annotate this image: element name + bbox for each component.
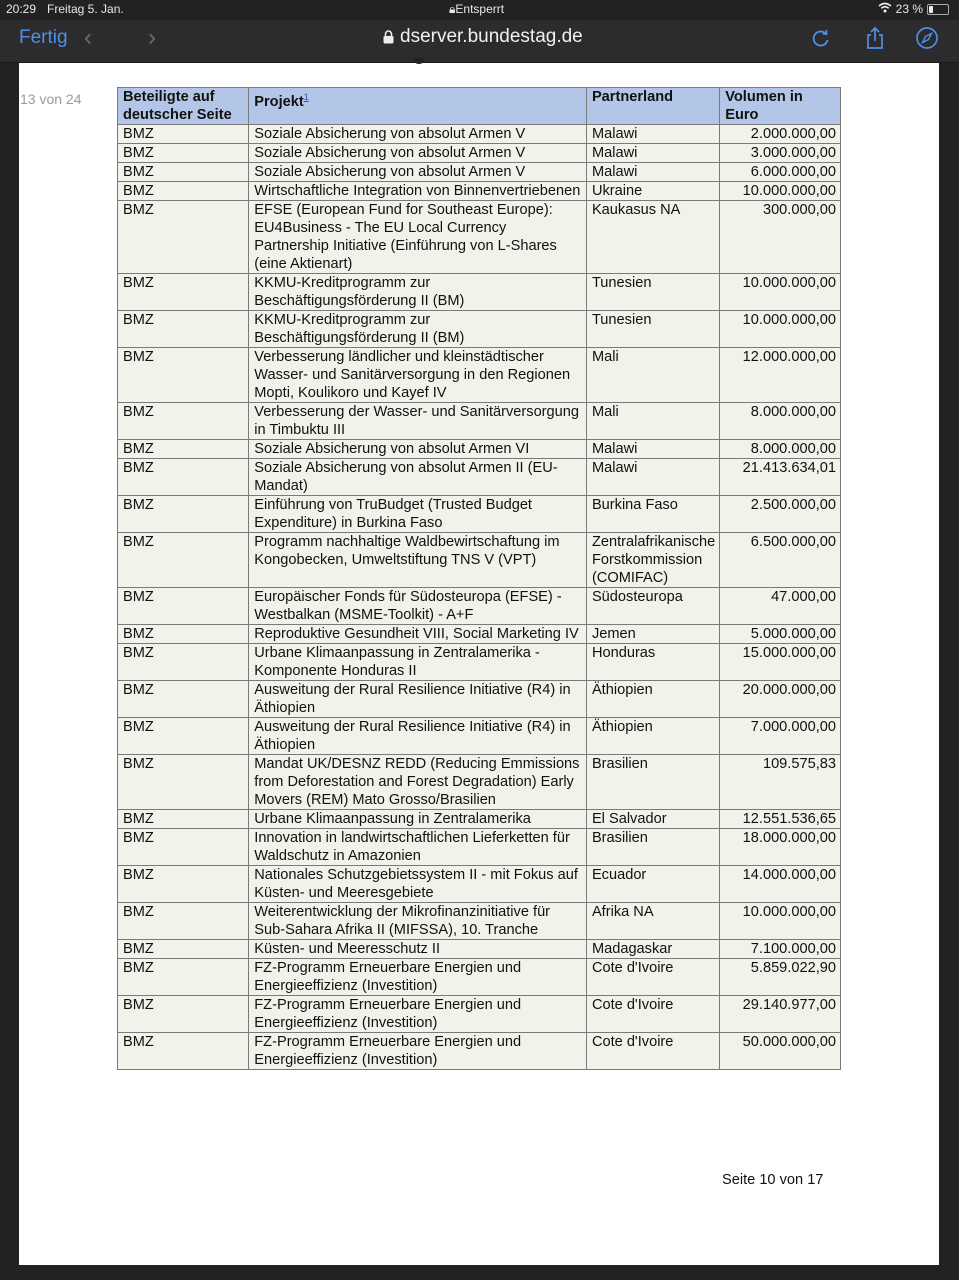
lock-status	[449, 2, 504, 17]
cell-project: Mandat UK/DESNZ REDD (Reducing Emmissions from Deforestation and Forest Degradation) Early Movers (REM) Mato Grosso/Brasilien	[249, 755, 587, 810]
cell-country: Burkina Faso	[586, 496, 719, 533]
cell-party: BMZ	[118, 496, 249, 533]
cell-volume: 12.000.000,00	[720, 348, 841, 403]
url-text: dserver.bundestag.de	[400, 26, 583, 47]
cell-project: KKMU-Kreditprogramm zur Beschäftigungsförderung II (BM)	[249, 311, 587, 348]
cell-volume: 29.140.977,00	[720, 996, 841, 1033]
table-row	[118, 274, 841, 311]
chevron-right-icon[interactable]: ›	[148, 24, 156, 51]
status-time: 20:29	[6, 2, 37, 16]
cell-volume: 6.000.000,00	[720, 163, 841, 182]
table-row	[118, 996, 841, 1033]
header-country: Partnerland	[586, 88, 719, 125]
table-row	[118, 625, 841, 644]
cell-project: Urbane Klimaanpassung in Zentralamerika - Komponente Honduras II	[249, 644, 587, 681]
cell-volume: 8.000.000,00	[720, 440, 841, 459]
table-row	[118, 440, 841, 459]
cell-party: BMZ	[118, 681, 249, 718]
table-row	[118, 496, 841, 533]
cell-country: Honduras	[586, 644, 719, 681]
cell-volume: 10.000.000,00	[720, 903, 841, 940]
cell-volume: 12.551.536,65	[720, 810, 841, 829]
cell-project: Ausweitung der Rural Resilience Initiative (R4) in Äthiopien	[249, 681, 587, 718]
cell-party: BMZ	[118, 866, 249, 903]
cell-country: Tunesien	[586, 274, 719, 311]
table-row	[118, 403, 841, 440]
cell-party: BMZ	[118, 163, 249, 182]
cell-volume: 10.000.000,00	[720, 311, 841, 348]
cell-party: BMZ	[118, 810, 249, 829]
cell-party: BMZ	[118, 755, 249, 810]
table-row	[118, 903, 841, 940]
cell-project: Soziale Absicherung von absolut Armen V	[249, 144, 587, 163]
cell-project: Einführung von TruBudget (Trusted Budget Expenditure) in Burkina Faso	[249, 496, 587, 533]
cell-project: Küsten- und Meeresschutz II	[249, 940, 587, 959]
cell-country: Brasilien	[586, 829, 719, 866]
table-row	[118, 755, 841, 810]
cell-country: Malawi	[586, 459, 719, 496]
cell-country: Tunesien	[586, 311, 719, 348]
table-row	[118, 163, 841, 182]
cell-country: Cote d'Ivoire	[586, 959, 719, 996]
cell-project: KKMU-Kreditprogramm zur Beschäftigungsförderung II (BM)	[249, 274, 587, 311]
cell-project: Wirtschaftliche Integration von Binnenvertriebenen	[249, 182, 587, 201]
table-row	[118, 182, 841, 201]
cell-country: Jemen	[586, 625, 719, 644]
table-row	[118, 810, 841, 829]
header-party: Beteiligte auf deutscher Seite	[118, 88, 249, 125]
share-icon[interactable]	[863, 26, 887, 50]
table-row	[118, 311, 841, 348]
cell-volume: 10.000.000,00	[720, 182, 841, 201]
wifi-icon	[878, 2, 892, 16]
cell-project: Weiterentwicklung der Mikrofinanzinitiative für Sub-Sahara Afrika II (MIFSSA), 10. Tranche	[249, 903, 587, 940]
cell-country: Malawi	[586, 440, 719, 459]
cell-volume: 6.500.000,00	[720, 533, 841, 588]
cell-volume: 5.000.000,00	[720, 625, 841, 644]
cell-party: BMZ	[118, 348, 249, 403]
cell-country: Mali	[586, 348, 719, 403]
done-button[interactable]: Fertig	[19, 27, 68, 48]
reload-icon[interactable]	[809, 26, 833, 50]
table-row	[118, 348, 841, 403]
cell-volume: 300.000,00	[720, 201, 841, 274]
cell-project: Verbesserung ländlicher und kleinstädtischer Wasser- und Sanitärversorgung in den Regionen Mopti, Koulikoro und Kayef IV	[249, 348, 587, 403]
cell-project: Soziale Absicherung von absolut Armen V	[249, 163, 587, 182]
compass-icon[interactable]	[915, 26, 939, 50]
cell-country: Cote d'Ivoire	[586, 996, 719, 1033]
table-row	[118, 866, 841, 903]
cell-project: Ausweitung der Rural Resilience Initiative (R4) in Äthiopien	[249, 718, 587, 755]
cell-country: Afrika NA	[586, 903, 719, 940]
table-row	[118, 125, 841, 144]
table-row	[118, 718, 841, 755]
footnote-link[interactable]: 1	[303, 92, 309, 102]
table-row	[118, 829, 841, 866]
table-row	[118, 681, 841, 718]
cell-volume: 8.000.000,00	[720, 403, 841, 440]
cell-project: Urbane Klimaanpassung in Zentralamerika	[249, 810, 587, 829]
projects-table	[117, 87, 841, 1070]
cell-country: Äthiopien	[586, 718, 719, 755]
table-header-row	[118, 88, 841, 125]
cell-country: Ukraine	[586, 182, 719, 201]
table-row	[118, 959, 841, 996]
cell-project: FZ-Programm Erneuerbare Energien und Energieeffizienz (Investition)	[249, 1033, 587, 1070]
cell-party: BMZ	[118, 625, 249, 644]
lock-icon: 🔒︎	[449, 2, 456, 16]
cell-country: Malawi	[586, 163, 719, 182]
cell-project: Nationales Schutzgebietssystem II - mit Fokus auf Küsten- und Meeresgebiete	[249, 866, 587, 903]
cell-party: BMZ	[118, 588, 249, 625]
cell-project: Reproduktive Gesundheit VIII, Social Marketing IV	[249, 625, 587, 644]
cell-volume: 21.413.634,01	[720, 459, 841, 496]
cell-party: BMZ	[118, 182, 249, 201]
table-row	[118, 588, 841, 625]
cell-party: BMZ	[118, 201, 249, 274]
cell-volume: 50.000.000,00	[720, 1033, 841, 1070]
table-row	[118, 644, 841, 681]
cell-project: Europäischer Fonds für Südosteuropa (EFSE) - Westbalkan (MSME-Toolkit) - A+F	[249, 588, 587, 625]
battery-percent: 23 %	[895, 2, 923, 16]
cell-party: BMZ	[118, 903, 249, 940]
cell-country: Südosteuropa	[586, 588, 719, 625]
table-row	[118, 533, 841, 588]
cell-party: BMZ	[118, 718, 249, 755]
cell-volume: 7.100.000,00	[720, 940, 841, 959]
table-row	[118, 144, 841, 163]
table-row	[118, 459, 841, 496]
cell-party: BMZ	[118, 274, 249, 311]
cell-country: Cote d'Ivoire	[586, 1033, 719, 1070]
cell-volume: 5.859.022,90	[720, 959, 841, 996]
cell-project: FZ-Programm Erneuerbare Energien und Energieeffizienz (Investition)	[249, 959, 587, 996]
cell-country: Madagaskar	[586, 940, 719, 959]
cell-country: Äthiopien	[586, 681, 719, 718]
cell-volume: 2.000.000,00	[720, 125, 841, 144]
cell-volume: 7.000.000,00	[720, 718, 841, 755]
cell-party: BMZ	[118, 940, 249, 959]
cell-volume: 109.575,83	[720, 755, 841, 810]
cell-party: BMZ	[118, 440, 249, 459]
status-date: Freitag 5. Jan.	[47, 2, 124, 16]
header-volume: Volumen in Euro	[720, 88, 841, 125]
cell-country: Brasilien	[586, 755, 719, 810]
page-counter: 13 von 24	[20, 91, 82, 107]
cell-party: BMZ	[118, 1033, 249, 1070]
cell-party: BMZ	[118, 125, 249, 144]
cell-country: Malawi	[586, 144, 719, 163]
status-right	[878, 2, 949, 16]
cell-project: FZ-Programm Erneuerbare Energien und Energieeffizienz (Investition)	[249, 996, 587, 1033]
cell-country: Malawi	[586, 125, 719, 144]
address-bar[interactable]	[383, 26, 583, 48]
battery-fill	[929, 6, 933, 13]
cell-volume: 14.000.000,00	[720, 866, 841, 903]
header-project-label: Projekt	[254, 93, 304, 110]
header-project	[249, 88, 587, 125]
cell-party: BMZ	[118, 533, 249, 588]
cell-country: Zentralafrikanische Forstkommission (COMIFAC)	[586, 533, 719, 588]
chevron-left-icon[interactable]: ‹	[84, 24, 92, 51]
battery-icon	[927, 4, 949, 15]
cell-project: Soziale Absicherung von absolut Armen II (EU-Mandat)	[249, 459, 587, 496]
cell-party: BMZ	[118, 144, 249, 163]
cell-project: Soziale Absicherung von absolut Armen V	[249, 125, 587, 144]
cell-party: BMZ	[118, 644, 249, 681]
cell-volume: 2.500.000,00	[720, 496, 841, 533]
cell-project: Verbesserung der Wasser- und Sanitärversorgung in Timbuktu III	[249, 403, 587, 440]
cell-volume: 18.000.000,00	[720, 829, 841, 866]
cell-party: BMZ	[118, 403, 249, 440]
cell-project: Soziale Absicherung von absolut Armen VI	[249, 440, 587, 459]
cell-volume: 20.000.000,00	[720, 681, 841, 718]
cell-project: EFSE (European Fund for Southeast Europe): EU4Business - The EU Local Currency Partnership Initiative (Einführung von L-Shares (eine Aktienart)	[249, 201, 587, 274]
cell-country: El Salvador	[586, 810, 719, 829]
browser-toolbar	[0, 20, 959, 63]
table-row	[118, 940, 841, 959]
cell-country: Mali	[586, 403, 719, 440]
cell-volume: 10.000.000,00	[720, 274, 841, 311]
cell-party: BMZ	[118, 829, 249, 866]
lock-status-label: Entsperrt	[455, 2, 505, 16]
table-row	[118, 1033, 841, 1070]
cell-project: Innovation in landwirtschaftlichen Lieferketten für Waldschutz in Amazonien	[249, 829, 587, 866]
table-row	[118, 201, 841, 274]
cell-country: Kaukasus NA	[586, 201, 719, 274]
cell-party: BMZ	[118, 959, 249, 996]
cell-project: Programm nachhaltige Waldbewirtschaftung im Kongobecken, Umweltstiftung TNS V (VPT)	[249, 533, 587, 588]
cell-party: BMZ	[118, 996, 249, 1033]
cell-party: BMZ	[118, 459, 249, 496]
cell-country: Ecuador	[586, 866, 719, 903]
cell-party: BMZ	[118, 311, 249, 348]
lock-icon	[383, 30, 394, 44]
page-footer: Seite 10 von 17	[722, 1172, 824, 1188]
status-bar	[0, 0, 959, 20]
cell-volume: 3.000.000,00	[720, 144, 841, 163]
cell-volume: 15.000.000,00	[720, 644, 841, 681]
cell-volume: 47.000,00	[720, 588, 841, 625]
